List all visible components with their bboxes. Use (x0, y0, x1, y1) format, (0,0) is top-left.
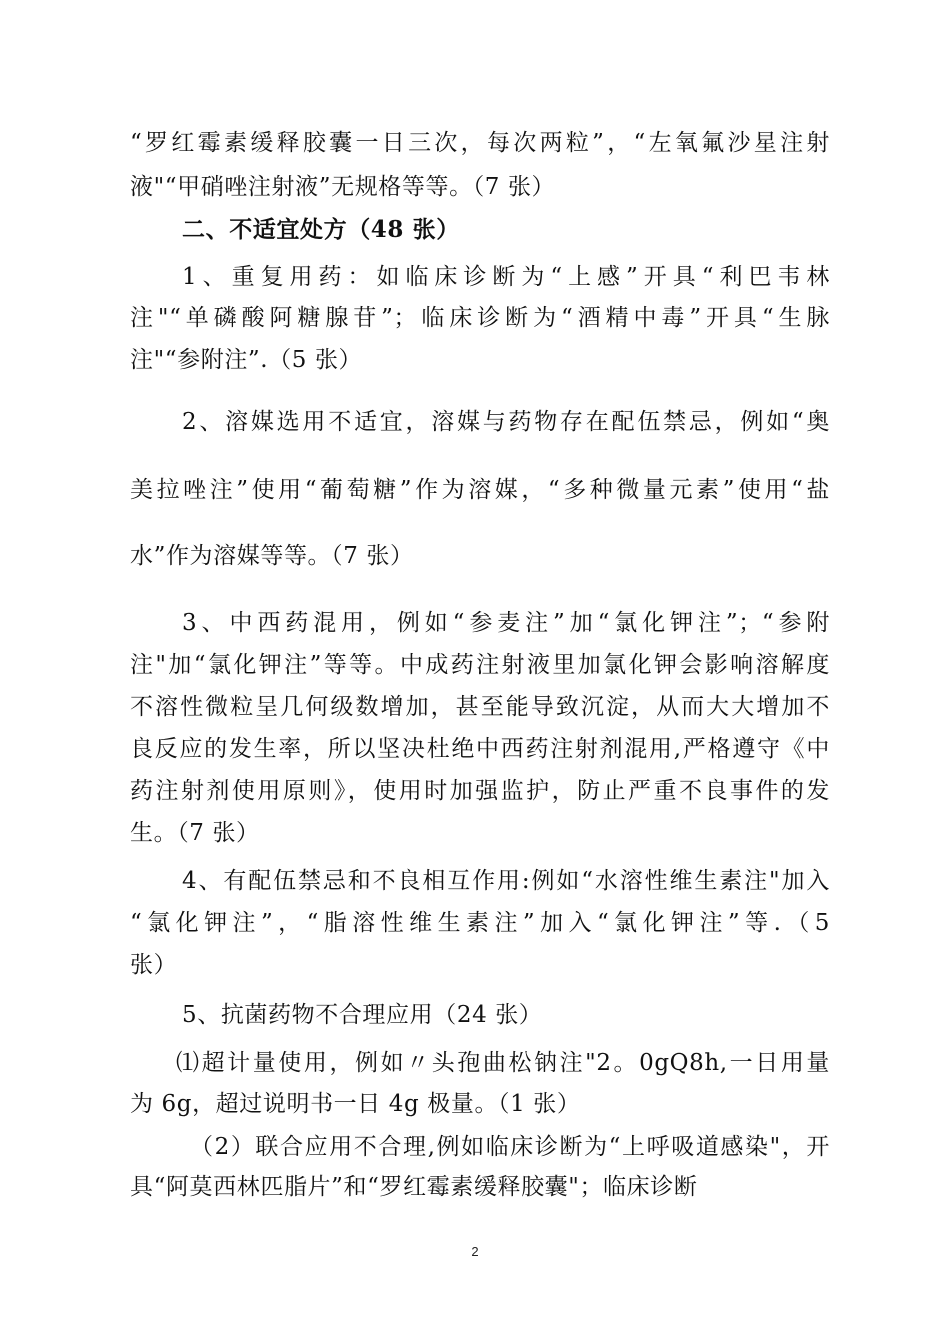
paragraph-line: 3、中西药混用，例如“参麦注”加“氯化钾注”；“参附 (182, 610, 830, 636)
paragraph-line: “罗红霉素缓释胶囊一日三次，每次两粒”，“左氧氟沙星注射 (130, 130, 830, 156)
paragraph-line: 注"“参附注”.（5 张） (130, 347, 363, 373)
paragraph-line: 为 6g，超过说明书一日 4g 极量。（1 张） (130, 1091, 581, 1117)
page-number: 2 (471, 1244, 479, 1259)
section-heading: 二、不适宜处方（48 张） (182, 216, 460, 243)
paragraph-line: 2、溶媒选用不适宜，溶媒与药物存在配伍禁忌，例如“奥 (182, 409, 830, 435)
paragraph-line: 生。（7 张） (130, 820, 260, 846)
subsection-heading: 5、抗菌药物不合理应用（24 张） (182, 1002, 543, 1028)
paragraph-line: 注"“单磷酸阿糖腺苷”；临床诊断为“酒精中毒”开具“生脉 (130, 305, 830, 331)
paragraph-line: 张） (130, 952, 178, 978)
paragraph-line: 水”作为溶媒等等。（7 张） (130, 543, 414, 569)
paragraph-line: 不溶性微粒呈几何级数增加，甚至能导致沉淀，从而大大增加不 (130, 694, 830, 720)
paragraph-line: ⑴超计量使用，例如〃头孢曲松钠注"2。0gQ8h,一日用量 (176, 1050, 830, 1076)
paragraph-line: 具“阿莫西林匹脂片”和“罗红霉素缓释胶囊"；临床诊断 (130, 1174, 698, 1200)
paragraph-line: 4、有配伍禁忌和不良相互作用:例如“水溶性维生素注"加入 (182, 868, 830, 894)
paragraph-line: 良反应的发生率，所以坚决杜绝中西药注射剂混用,严格遵守《中 (130, 736, 830, 762)
paragraph-line: （2）联合应用不合理,例如临床诊断为“上呼吸道感染"，开 (190, 1134, 830, 1160)
paragraph-line: 液"“甲硝唑注射液”无规格等等。（7 张） (130, 174, 556, 200)
paragraph-line: 药注射剂使用原则》，使用时加强监护，防止严重不良事件的发 (130, 778, 830, 804)
paragraph-line: 1、重复用药：如临床诊断为“上感”开具“利巴韦林 (182, 264, 830, 290)
paragraph-line: 注"加“氯化钾注”等等。中成药注射液里加氯化钾会影响溶解度 (130, 652, 830, 678)
paragraph-line: “氯化钾注”，“脂溶性维生素注”加入“氯化钾注”等.（5 (130, 910, 830, 936)
paragraph-line: 美拉唑注”使用“葡萄糖”作为溶媒，“多种微量元素”使用“盐 (130, 477, 830, 503)
